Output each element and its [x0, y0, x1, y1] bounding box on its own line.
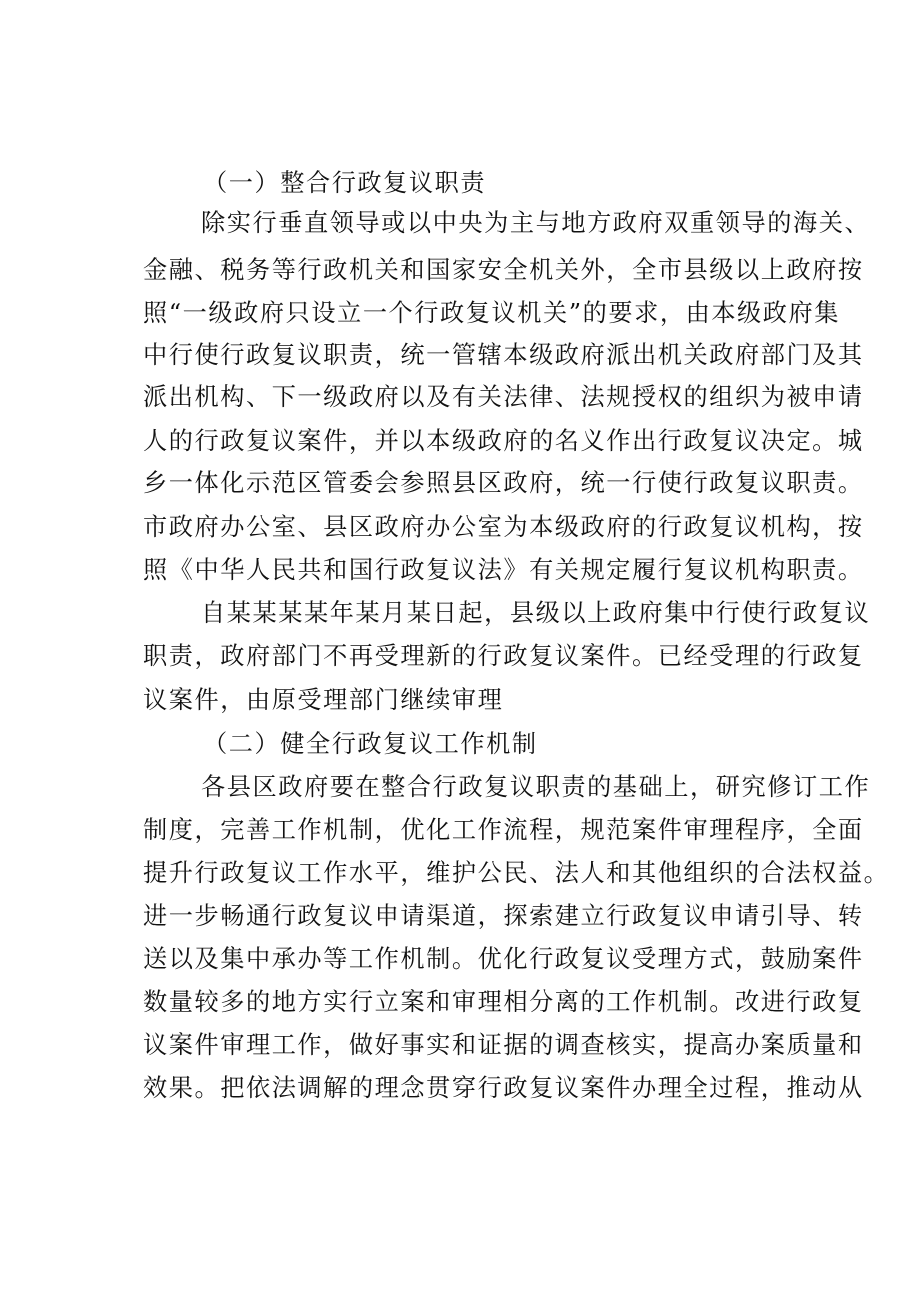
paragraph-line: 职责，政府部门不再受理新的行政复议案件。已经受理的行政复 [143, 642, 864, 670]
paragraph-line: 议案件，由原受理部门继续审理 [143, 686, 504, 714]
paragraph-line: 派出机构、下一级政府以及有关法律、法规授权的组织为被申请 [143, 383, 864, 411]
paragraph-line: 提升行政复议工作水平，维护公民、法人和其他组织的合法权益。 [143, 859, 890, 887]
paragraph-line: 各县区政府要在整合行政复议职责的基础上，研究修订工作 [201, 773, 871, 801]
paragraph-line: 议案件审理工作，做好事实和证据的调查核实，提高办案质量和 [143, 1031, 864, 1059]
paragraph-line: 中行使行政复议职责，统一管辖本级政府派出机关政府部门及其 [143, 341, 864, 369]
paragraph-line: 人的行政复议案件，并以本级政府的名义作出行政复议决定。城 [143, 427, 864, 455]
paragraph-line: 照《中华人民共和国行政复议法》有关规定履行复议机构职责。 [143, 556, 864, 584]
paragraph-line: 数量较多的地方实行立案和审理相分离的工作机制。改进行政复 [143, 988, 864, 1016]
paragraph-line: 除实行垂直领导或以中央为主与地方政府双重领导的海关、 [201, 209, 871, 237]
paragraph-line: 乡一体化示范区管委会参照县区政府，统一行使行政复议职责。 [143, 469, 864, 497]
paragraph-line: 制度，完善工作机制，优化工作流程，规范案件审理程序，全面 [143, 816, 864, 844]
paragraph-line: 照“一级政府只设立一个行政复议机关”的要求，由本级政府集 [143, 299, 841, 327]
section-heading: （二）健全行政复议工作机制 [203, 730, 538, 758]
section-heading: （一）整合行政复议职责 [203, 169, 487, 197]
paragraph-line: 进一步畅通行政复议申请渠道，探索建立行政复议申请引导、转 [143, 902, 864, 930]
paragraph-line: 市政府办公室、县区政府办公室为本级政府的行政复议机构，按 [143, 513, 864, 541]
paragraph-line: 送以及集中承办等工作机制。优化行政复议受理方式，鼓励案件 [143, 945, 864, 973]
paragraph-line: 自某某某某年某月某日起，县级以上政府集中行使行政复议 [201, 599, 871, 627]
paragraph-line: 金融、税务等行政机关和国家安全机关外，全市县级以上政府按 [143, 256, 864, 284]
paragraph-line: 效果。把依法调解的理念贯穿行政复议案件办理全过程，推动从 [143, 1074, 864, 1102]
